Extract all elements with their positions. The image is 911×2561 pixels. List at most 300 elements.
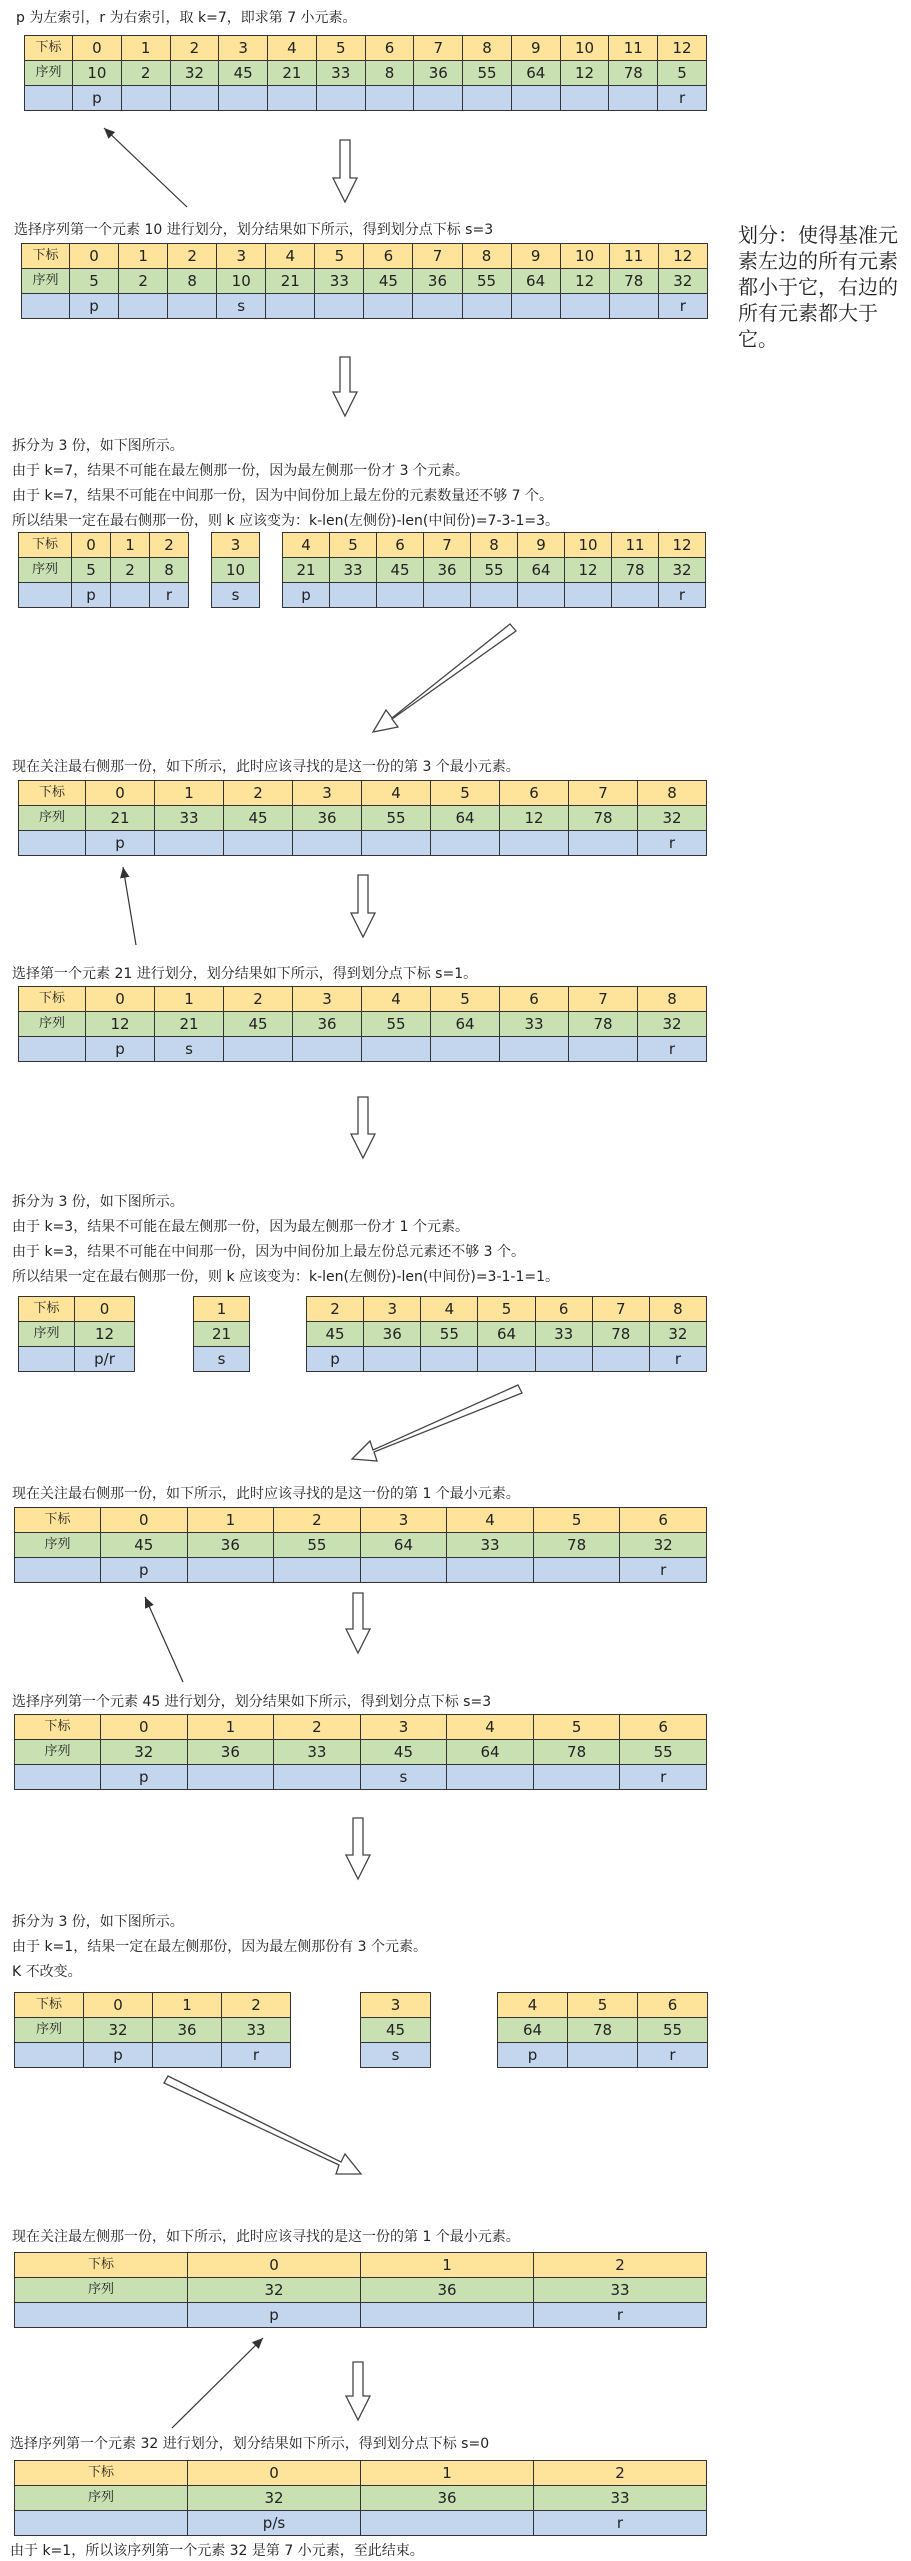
value-cell: 33 <box>447 1533 534 1558</box>
index-cell: 9 <box>511 244 560 269</box>
value-cell: 78 <box>592 1322 649 1347</box>
pointer-cell: s <box>217 294 266 319</box>
pointer-cell <box>535 1347 592 1372</box>
index-cell: 3 <box>217 244 266 269</box>
index-cell: 6 <box>364 244 413 269</box>
index-cell: 3 <box>364 1297 421 1322</box>
pointer-cell <box>155 831 224 856</box>
pointer-cell <box>533 1558 620 1583</box>
index-cell: 3 <box>293 781 362 806</box>
value-cell: 12 <box>500 806 569 831</box>
sequence-row <box>15 2486 707 2511</box>
pointer-cell <box>377 583 424 608</box>
row-label: 序列 <box>25 61 73 86</box>
value-cell: 32 <box>620 1533 707 1558</box>
index-cell: 0 <box>86 987 155 1012</box>
pointer-row <box>22 294 708 319</box>
value-cell: 32 <box>659 558 706 583</box>
row-label: 序列 <box>15 2018 84 2043</box>
row-label <box>15 2511 188 2536</box>
index-row <box>19 533 189 558</box>
value-cell: 33 <box>534 2278 707 2303</box>
pointer-row <box>283 583 706 608</box>
index-cell: 1 <box>194 1297 250 1322</box>
index-row <box>25 36 707 61</box>
step-text: 选择序列第一个元素 10 进行划分，划分结果如下所示，得到划分点下标 s=3 <box>14 222 494 238</box>
value-cell: 8 <box>365 61 414 86</box>
pointer-cell <box>447 1765 534 1790</box>
value-cell: 32 <box>638 806 707 831</box>
value-cell: 8 <box>150 558 189 583</box>
index-cell: 2 <box>222 1993 291 2018</box>
sequence-row <box>19 806 707 831</box>
value-cell: 2 <box>119 269 168 294</box>
pointer-cell: p <box>283 583 330 608</box>
value-cell: 33 <box>535 1322 592 1347</box>
pointer-cell: s <box>361 2043 431 2068</box>
index-cell: 12 <box>658 36 707 61</box>
index-cell: 5 <box>478 1297 535 1322</box>
pointer-cell <box>364 294 413 319</box>
step-text: 由于 k=1，结果一定在最左侧那份，因为最左侧那份有 3 个元素。 <box>12 1939 428 1955</box>
pointer-cell <box>447 1558 534 1583</box>
index-cell: 1 <box>111 533 150 558</box>
row-label: 序列 <box>15 1533 101 1558</box>
value-cell: 64 <box>498 2018 568 2043</box>
index-cell: 12 <box>659 533 706 558</box>
index-cell: 9 <box>511 36 560 61</box>
row-label: 下标 <box>19 533 72 558</box>
index-cell: 7 <box>569 781 638 806</box>
array-table <box>24 35 707 111</box>
pointer-cell: r <box>638 831 707 856</box>
row-label <box>15 1765 101 1790</box>
row-label: 下标 <box>19 987 86 1012</box>
row-label <box>19 583 72 608</box>
row-label: 下标 <box>22 244 70 269</box>
index-cell: 11 <box>612 533 659 558</box>
index-cell: 8 <box>463 36 512 61</box>
index-cell: 8 <box>471 533 518 558</box>
pointer-cell <box>268 86 317 111</box>
step-text: 选择序列第一个元素 32 进行划分，划分结果如下所示，得到划分点下标 s=0 <box>10 2436 490 2452</box>
pointer-cell <box>569 831 638 856</box>
array-table <box>14 2460 707 2536</box>
pointer-cell <box>592 1347 649 1372</box>
index-row <box>194 1297 250 1322</box>
row-label: 下标 <box>15 2461 188 2486</box>
value-cell: 55 <box>362 806 431 831</box>
value-cell: 45 <box>224 806 293 831</box>
value-cell: 21 <box>266 269 315 294</box>
sequence-row <box>307 1322 707 1347</box>
value-cell: 36 <box>424 558 471 583</box>
row-label: 序列 <box>19 558 72 583</box>
index-row <box>19 781 707 806</box>
pointer-cell: p/s <box>188 2511 361 2536</box>
index-row <box>15 1508 707 1533</box>
index-cell: 0 <box>73 36 122 61</box>
index-row <box>15 1993 291 2018</box>
pointer-row <box>19 831 707 856</box>
value-cell: 10 <box>212 558 260 583</box>
array-table <box>14 2252 707 2328</box>
value-cell: 36 <box>361 2486 534 2511</box>
down-arrow <box>333 140 357 202</box>
pointer-cell: p <box>72 583 111 608</box>
index-cell: 10 <box>560 244 609 269</box>
pointer-cell <box>121 86 170 111</box>
index-cell: 3 <box>361 1993 431 2018</box>
pointer-cell <box>569 1037 638 1062</box>
pointer-cell <box>219 86 268 111</box>
value-cell: 33 <box>222 2018 291 2043</box>
index-cell: 3 <box>212 533 260 558</box>
value-cell: 45 <box>364 269 413 294</box>
pointer-cell <box>365 86 414 111</box>
index-cell: 11 <box>609 36 658 61</box>
row-label: 下标 <box>19 1297 75 1322</box>
pointer-cell <box>560 86 609 111</box>
pointer-cell: r <box>534 2303 707 2328</box>
array-table <box>193 1296 250 1372</box>
row-label <box>15 2303 188 2328</box>
value-cell: 64 <box>511 61 560 86</box>
pointer-cell <box>560 294 609 319</box>
pointer-cell <box>414 86 463 111</box>
index-cell: 0 <box>188 2461 361 2486</box>
value-cell: 55 <box>274 1533 361 1558</box>
pointer-cell <box>224 831 293 856</box>
value-cell: 78 <box>569 806 638 831</box>
pointer-cell: p <box>498 2043 568 2068</box>
index-cell: 0 <box>101 1508 188 1533</box>
pointer-arrow <box>123 867 136 945</box>
array-table <box>14 1714 707 1790</box>
pointer-cell <box>293 1037 362 1062</box>
value-cell: 55 <box>471 558 518 583</box>
index-row <box>15 2461 707 2486</box>
index-cell: 1 <box>119 244 168 269</box>
pointer-cell: p/r <box>75 1347 135 1372</box>
value-cell: 33 <box>155 806 224 831</box>
pointer-cell <box>266 294 315 319</box>
index-cell: 1 <box>121 36 170 61</box>
array-table <box>18 780 707 856</box>
index-cell: 1 <box>361 2461 534 2486</box>
index-cell: 0 <box>101 1715 188 1740</box>
value-cell: 21 <box>194 1322 250 1347</box>
value-cell: 55 <box>620 1740 707 1765</box>
index-cell: 3 <box>360 1508 447 1533</box>
pointer-cell: p <box>101 1558 188 1583</box>
down-arrow <box>351 875 375 937</box>
diagonal-arrow <box>164 2076 361 2174</box>
sequence-row <box>19 558 189 583</box>
value-cell: 21 <box>283 558 330 583</box>
row-label: 序列 <box>19 1322 75 1347</box>
pointer-cell <box>274 1765 361 1790</box>
value-cell: 45 <box>219 61 268 86</box>
index-cell: 7 <box>592 1297 649 1322</box>
pointer-cell <box>463 86 512 111</box>
pointer-cell: r <box>659 583 706 608</box>
pointer-cell <box>612 583 659 608</box>
array-table <box>497 1992 708 2068</box>
row-label: 序列 <box>15 2486 188 2511</box>
sequence-row <box>22 269 708 294</box>
value-cell: 45 <box>360 1740 447 1765</box>
row-label <box>15 2043 84 2068</box>
value-cell: 78 <box>569 1012 638 1037</box>
index-cell: 9 <box>518 533 565 558</box>
pointer-cell <box>421 1347 478 1372</box>
index-cell: 1 <box>187 1715 274 1740</box>
step-text: 现在关注最右侧那一份，如下所示，此时应该寻找的是这一份的第 3 个最小元素。 <box>12 759 520 775</box>
pointer-cell: r <box>534 2511 707 2536</box>
sequence-row <box>15 1740 707 1765</box>
step-text: 选择序列第一个元素 45 进行划分，划分结果如下所示，得到划分点下标 s=3 <box>12 1694 492 1710</box>
value-cell: 36 <box>293 806 362 831</box>
index-cell: 2 <box>224 987 293 1012</box>
value-cell: 64 <box>431 1012 500 1037</box>
value-cell: 36 <box>187 1533 274 1558</box>
index-cell: 5 <box>533 1508 620 1533</box>
sequence-row <box>15 1533 707 1558</box>
row-label <box>15 1558 101 1583</box>
pointer-cell <box>462 294 511 319</box>
index-cell: 2 <box>534 2253 707 2278</box>
index-row <box>212 533 260 558</box>
value-cell: 78 <box>568 2018 638 2043</box>
pointer-cell <box>187 1558 274 1583</box>
pointer-cell: s <box>155 1037 224 1062</box>
pointer-cell <box>168 294 217 319</box>
pointer-cell: r <box>150 583 189 608</box>
value-cell: 12 <box>86 1012 155 1037</box>
down-arrow <box>333 357 357 416</box>
down-arrow <box>346 2362 370 2420</box>
index-cell: 8 <box>649 1297 706 1322</box>
step-text: 现在关注最右侧那一份，如下所示，此时应该寻找的是这一份的第 1 个最小元素。 <box>12 1486 520 1502</box>
pointer-cell <box>568 2043 638 2068</box>
row-label <box>22 294 70 319</box>
index-cell: 5 <box>316 36 365 61</box>
pointer-cell <box>153 2043 222 2068</box>
index-cell: 11 <box>609 244 658 269</box>
index-cell: 2 <box>168 244 217 269</box>
value-cell: 33 <box>534 2486 707 2511</box>
index-cell: 10 <box>560 36 609 61</box>
pointer-cell <box>511 294 560 319</box>
pointer-cell <box>364 1347 421 1372</box>
partition-note: 划分：使得基准元素左边的所有元素都小于它，右边的所有元素都大于它。 <box>738 223 898 351</box>
sequence-row <box>25 61 707 86</box>
down-arrow <box>346 1818 370 1879</box>
pointer-cell <box>187 1765 274 1790</box>
value-cell: 21 <box>268 61 317 86</box>
index-cell: 3 <box>293 987 362 1012</box>
index-cell: 4 <box>362 781 431 806</box>
value-cell: 12 <box>560 269 609 294</box>
index-cell: 2 <box>170 36 219 61</box>
pointer-row <box>19 1347 135 1372</box>
row-label <box>19 1037 86 1062</box>
value-cell: 36 <box>364 1322 421 1347</box>
pointer-cell <box>274 1558 361 1583</box>
array-table <box>18 986 707 1062</box>
pointer-cell <box>431 1037 500 1062</box>
row-label: 序列 <box>19 1012 86 1037</box>
index-cell: 6 <box>535 1297 592 1322</box>
step-text: 选择第一个元素 21 进行划分，划分结果如下所示，得到划分点下标 s=1。 <box>12 966 478 982</box>
pointer-row <box>25 86 707 111</box>
pointer-cell <box>518 583 565 608</box>
index-cell: 6 <box>500 987 569 1012</box>
value-cell: 33 <box>500 1012 569 1037</box>
row-label: 下标 <box>15 1715 101 1740</box>
index-cell: 7 <box>424 533 471 558</box>
value-cell: 64 <box>431 806 500 831</box>
value-cell: 55 <box>421 1322 478 1347</box>
down-arrow <box>346 1593 370 1653</box>
index-cell: 2 <box>307 1297 364 1322</box>
index-cell: 2 <box>224 781 293 806</box>
index-cell: 2 <box>274 1715 361 1740</box>
index-cell: 3 <box>219 36 268 61</box>
value-cell: 64 <box>360 1533 447 1558</box>
step-text: 由于 k=3，结果不可能在中间那一份，因为中间份加上最左份总元素还不够 3 个。 <box>12 1244 526 1260</box>
value-cell: 36 <box>293 1012 362 1037</box>
row-label: 下标 <box>19 781 86 806</box>
index-cell: 6 <box>500 781 569 806</box>
value-cell: 78 <box>533 1740 620 1765</box>
value-cell: 21 <box>155 1012 224 1037</box>
index-cell: 6 <box>620 1508 707 1533</box>
pointer-cell <box>431 831 500 856</box>
value-cell: 36 <box>153 2018 222 2043</box>
array-table <box>14 1507 707 1583</box>
down-arrow <box>351 1097 375 1158</box>
pointer-cell <box>224 1037 293 1062</box>
index-cell: 0 <box>84 1993 153 2018</box>
value-cell: 12 <box>565 558 612 583</box>
step-text: 由于 k=7，结果不可能在最左侧那一份，因为最左侧那一份才 3 个元素。 <box>12 463 470 479</box>
index-cell: 8 <box>638 781 707 806</box>
pointer-row <box>307 1347 707 1372</box>
index-cell: 4 <box>283 533 330 558</box>
pointer-cell: r <box>658 294 707 319</box>
index-row <box>361 1993 431 2018</box>
value-cell: 32 <box>638 1012 707 1037</box>
pointer-cell <box>471 583 518 608</box>
value-cell: 33 <box>316 61 365 86</box>
pointer-cell <box>533 1765 620 1790</box>
value-cell: 45 <box>224 1012 293 1037</box>
value-cell: 45 <box>377 558 424 583</box>
pointer-cell: p <box>86 831 155 856</box>
index-cell: 8 <box>638 987 707 1012</box>
index-cell: 0 <box>86 781 155 806</box>
pointer-row <box>15 2511 707 2536</box>
value-cell: 10 <box>73 61 122 86</box>
pointer-cell: r <box>649 1347 706 1372</box>
row-label <box>19 831 86 856</box>
pointer-arrow <box>104 128 187 207</box>
index-row <box>498 1993 708 2018</box>
pointer-cell: r <box>658 86 707 111</box>
index-cell: 0 <box>70 244 119 269</box>
value-cell: 8 <box>168 269 217 294</box>
pointer-cell: s <box>360 1765 447 1790</box>
value-cell: 32 <box>658 269 707 294</box>
index-cell: 7 <box>414 36 463 61</box>
pointer-cell: p <box>84 2043 153 2068</box>
row-label: 序列 <box>19 806 86 831</box>
value-cell: 5 <box>658 61 707 86</box>
step-text: K 不改变。 <box>12 1964 82 1980</box>
index-cell: 4 <box>362 987 431 1012</box>
value-cell: 55 <box>463 61 512 86</box>
pointer-cell <box>111 583 150 608</box>
value-cell: 32 <box>84 2018 153 2043</box>
value-cell: 78 <box>609 61 658 86</box>
index-cell: 7 <box>569 987 638 1012</box>
step-text: 所以结果一定在最右侧那一份，则 k 应该变为：k-len(左侧份)-len(中间份)=7-3-1=3。 <box>12 513 560 529</box>
pointer-row <box>19 583 189 608</box>
pointer-cell <box>362 1037 431 1062</box>
pointer-row <box>212 583 260 608</box>
pointer-cell: r <box>222 2043 291 2068</box>
pointer-row <box>19 1037 707 1062</box>
row-label: 下标 <box>15 2253 188 2278</box>
index-cell: 3 <box>360 1715 447 1740</box>
sequence-row <box>19 1322 135 1347</box>
array-table <box>306 1296 707 1372</box>
index-cell: 1 <box>155 781 224 806</box>
pointer-arrow <box>145 1597 183 1682</box>
step-text: 由于 k=3，结果不可能在最左侧那一份，因为最左侧那一份才 1 个元素。 <box>12 1219 470 1235</box>
sequence-row <box>498 2018 708 2043</box>
index-row <box>22 244 708 269</box>
index-cell: 4 <box>447 1508 534 1533</box>
array-table <box>18 532 189 608</box>
index-cell: 4 <box>421 1297 478 1322</box>
sequence-row <box>15 2018 291 2043</box>
pointer-cell: r <box>620 1558 707 1583</box>
pointer-cell: p <box>70 294 119 319</box>
pointer-cell <box>315 294 364 319</box>
pointer-cell <box>424 583 471 608</box>
value-cell: 33 <box>315 269 364 294</box>
index-cell: 1 <box>153 1993 222 2018</box>
index-cell: 4 <box>268 36 317 61</box>
value-cell: 55 <box>638 2018 708 2043</box>
pointer-cell <box>500 831 569 856</box>
index-cell: 5 <box>431 781 500 806</box>
value-cell: 45 <box>101 1533 188 1558</box>
pointer-cell: s <box>194 1347 250 1372</box>
pointer-cell <box>500 1037 569 1062</box>
pointer-cell: p <box>101 1765 188 1790</box>
value-cell: 32 <box>101 1740 188 1765</box>
step-text: 所以结果一定在最右侧那一份，则 k 应该变为：k-len(左侧份)-len(中间份)=3-1-1=1。 <box>12 1269 560 1285</box>
index-row <box>307 1297 707 1322</box>
value-cell: 55 <box>362 1012 431 1037</box>
row-label: 下标 <box>25 36 73 61</box>
row-label: 序列 <box>22 269 70 294</box>
array-table <box>18 1296 135 1372</box>
